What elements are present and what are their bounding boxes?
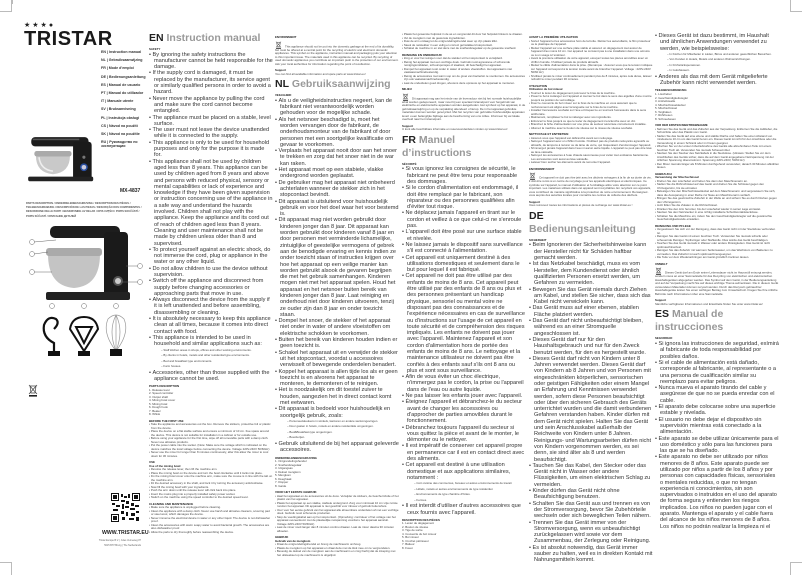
column-nl [275,33,399,557]
instruction-bullet: • Put the power cable into the socket. (Note: Make sure the voltage which is indicated on the device matches the local voltage before connecting the device. Voltage 220V-240V 50/60Hz) [149,444,273,451]
language-item: IT | Manuale utente [101,99,134,104]
instruction-bullet: • Maintenant, remplissez le bol à mélanger avec vos ingrédients. [529,116,653,120]
parts-list-item: 8. Schneebesen [655,116,676,121]
sub-list-item: – Boerderijen. [275,435,399,441]
language-item: FR | Mode d'emploi [101,66,134,71]
instruction-bullet: • Wischen Sie vor der ersten Inbetriebnahme des Geräts alle abnehmbaren Teile mit einem feuchten Tuch ab. Verwenden Sie niemals Scheuermittel. [655,145,779,152]
instruction-bullet: • Insert the mains plug into a properly installed safety power socket. [149,493,273,497]
safety-bullet: • Tauchen Sie das Kabel, den Stecker oder das Gerät nicht in Wasser oder andere Flüssigkeiten, um einen elektrischen Schlag zu vermeiden. [529,463,653,488]
instruction-bullet: • Voor voor het eerste gebruik van het apparaat alle afneembare onderdelen af met een vochtige doek. Gebruik nooit schurende producten. [275,509,399,516]
parts-list-item: 3. Output shaft [149,394,168,399]
instruction-bullet: • Nehmen Sie das Gerät und das Zubehör aus der Verpackung. Entfernen Sie die Aufkleber, die Schutzfolie oder das Plastik vom Gerät. [655,128,779,135]
language-code: FR [402,133,416,146]
stand-mixer-image [28,134,98,182]
safety-bullet: • If the supply cord is damaged, it must be replaced by the manufacturer, its service agent or similarly qualified persons in order to avoid a hazard. [149,70,273,95]
safety-bullet: • Si vous ignorez les consignes de sécurité, le fabricant ne peut être tenu pour responsable des dommages. [402,166,526,185]
attachments-image [40,303,132,363]
instruction-bullet: • N'utilisez jamais le mixer continuellement pendant plus de 8 minutes, après cela durée, laissez refroidir le mixer pendant 30 minutes. [529,75,653,82]
sub-list-item: – Fermes. [402,498,526,504]
instruction-bullet: • Sortez l'appareil et les accessoires hors de la boîte. Retirez les autocollants, le film protecteur ou le plastique de l'appareil. [529,40,653,47]
parts-list-item: 6. Dough hook [149,405,168,410]
safety-bullet: • Dompel het snoer, de stekker of het apparaat niet onder in water of andere vloeistoffen om elektrische schokken te voorkomen. [275,318,399,337]
safety-bullet: • Es ist absolut notwendig, das Gerät immer sauber zu halten, weil es in direkten Kontakt mit Nahrungsmitteln kommt. [529,545,653,564]
support-text: Sämtliche verfügbaren Informationen und Ersatzteile finden Sie unter www.tristar.eu! [655,301,763,306]
environment-paragraph: Dieses Gerät darf am Ende seiner Lebensdauer nicht im Hausmüll entsorgt werden, sondern muss an einer Sammelstelle für das Recycling von elektrischen und elektronischen Haushaltsgeräten abgegeben werden. Das Symbol auf dem Gerät, in der Bedienungsanleitung und auf der Verpackung macht Sie auf dieses wichtige Thema aufmerksam. Die in diesem Gerät verwendeten Materialien können recycelt werden. Durch das Recyceln gebrauchter Haushaltsgeräte leisten Sie einen wichtigen Beitrag zum Umweltschutz. Fragen Sie Ihre örtliche Behörde nach Informationen über eine Sammelstelle. [655,270,779,296]
crop-mark [0,562,12,575]
parts-list-item: 5. Bol mixeur [402,535,419,540]
safety-bullet: • Schalten Sie das Gerät aus und trennen es von der Stromversorgung, bevor Sie Zubehörteile wechseln oder sich beweglichen Teilen nähern. [529,501,653,520]
manual-title: Manuel d’instructions [402,133,472,159]
language-item: PT | Manual do utilizador [101,90,144,95]
column-nl-fr [402,33,526,550]
crop-mark [12,0,13,4]
parts-caption: PARTS DESCRIPTION / ONDERDELENBESCHRIJVING / DESCRIPTION DES PIÈCES / TEILEBESCHREIBUNG / DESCRIPCIÓN DE LAS PIEZAS / DESCRIÇÃO DOS COMPONENTES / DESCRIZIONE DELLE PARTI / BESKRIVNING AV DELAR / OPIS CZĘŚCI / POPIS SOUČÁSTÍ / POPIS SÚČASTÍ / ОПИСАНИЕ ДЕТАЛЕЙ [26,202,142,218]
instruction-bullet: • Fix the mixing bowl cover onto the machine arm, make sure the mouse is in line with the tab on the machine arm. [149,475,273,482]
section-title [275,78,399,91]
parts-list-item: 7. Klopper [275,480,289,485]
safety-bullet: • Koppel het apparaat is allen tijde los als er geen toezicht is en alvorens het apparaat te monteren, te demonteren of te reinigen. [275,369,399,388]
safety-bullet: • Beim Ignorieren der Sicherheitshinweise kann der Hersteller nicht für Schäden haftbar gemacht werden. [529,242,653,261]
safety-bullet: • Kinder dürfen das Gerät nicht ohne Beaufsichtigung benutzen. [529,488,653,501]
safety-bullet: • Ne pas laisser les enfants jouer avec l'appareil. [402,393,526,399]
section-heading: ENVIRONNEMENT [529,166,555,171]
instruction-bullet: • Allow the parts to dry thoroughly before reassembling the device. [149,531,273,535]
instruction-bullet: • Stop de voedingskabel aan op het stopcontact. (Opmerking: controleer of het voltage van het apparaat overeenkomt met de plaatselijke netspanning voordat u het apparaat aansluit. Voltage 220V-240V 50/60Hz) [275,516,399,527]
address-line: Tristar Europe B.V. | Jules Verneweg 87 [98,539,141,542]
instruction-bullet: • Nettoyez l'appareil avec un chiffon humide. N'utilisez pas de produits nettoyants agressifs ou abrasifs, de tampons à récurer ou de laine de verre, qui risqueraient d'endommager l'appareil. [529,140,653,147]
instruction-bullet: • Duw de arm omlaag tot de ontgrendelingshendel weer op zijn plaats klikt. [402,40,526,44]
logo-stars: ★★★● [24,22,56,29]
section-heading: NETTOYAGE ET ENTRETIEN [529,132,569,137]
safety-bullet: • Het is noodzakelijk om dit toestel zuiver te houden, aangezien het in direct contact komt met eetwaren. [275,387,399,406]
instruction-bullet: • Posez le bol à mélanger sur l'appareil et tournez le bol dans le sens des aiguilles d'une montre jusqu'à sa position de verrouillage. [529,95,653,102]
subheading: Utilisation du bol mixeur [529,87,563,92]
manual-title: Instruction manual [166,32,261,44]
language-item: CS | Návod na použití [101,123,138,128]
sub-list-item: – Bed and breakfast type environments. [149,359,273,365]
address-line: 5015 BH Tilburg | The Netherlands [104,543,141,547]
environment-paragraph: This appliance should not be put into the domestic garbage at the end of its durability, but must be offered at a central point for the recycling of electric and electronic domestic appliances. This symbol on the appliance, instruction manual and packaging puts your attention to this important issue. The materials used in this appliance can be recycled. By recycling of used domestic appliances you contribute an important push to the protection of our environment. Ask your local authorities for information regarding the point of recollection. [275,44,399,66]
parts-list-item: 8. Whisk [149,412,161,417]
language-code: ES [655,308,670,321]
section-heading: SEGURIDAD [655,336,673,341]
parts-list-item: 1. Release lever [149,387,170,392]
language-item: ES | Manual de usuario [101,82,141,87]
instruction-bullet: • Schakel de machine in en stel deze met de snelheidsregelaar op de gewenste snelheid. [402,47,526,51]
instruction-bullet: • Laissez bien sécher les éléments avant de remonter l'appareil. [529,161,653,165]
language-item: EN | Instruction manual [101,50,142,54]
section-heading: SAFETY [149,47,161,51]
tristar-logo [24,22,113,50]
column-de-es [655,33,779,530]
qr-code[interactable] [111,493,140,522]
safety-bullet: • Buiten het bereik van kinderen houden indien er geen toezicht is. [275,337,399,350]
manual-title: Gebruiksaanwijzing [291,78,391,91]
subheading: Use of the mixing bowl [149,463,181,468]
instruction-bullet: • Tournez le levier de dégagement puis levez le bras de la machine. [529,92,653,96]
instruction-bullet: • Die Teile vor dem Wiederanbringen am Gerät gründlich trocknen lassen. [655,256,779,260]
safety-bullet: • Éteignez l'appareil et débranchez-le du secteur avant de changer les accessoires ou d'approcher de parties amovibles durant le fonctionnement. [402,399,526,424]
environment-paragraph: Dit apparaat mag aan het einde van de levensduur niet bij het normale huishoudelijke afval worden gedeponeerd, maar moet bij een speciaal inzamelpunt voor hergebruik van elektrische en elektronische apparaten worden aangeboden. Het symbool op het apparaat, in de gebruiksaanwijzing en op de verpakking attendeert u hierop. De in het apparaat gebruikte materialen kunnen worden gerecycled. Met het recyclen van gebruikte huishoudelijke apparaten levert u een belangrijke bijdrage aan de bescherming van ons milieu. Informeer bij uw lokale overheid naar het inzamelpunt. [402,96,526,122]
instruction-bullet: • Haal het apparaat en de accessoires uit de doos. Verwijder de stickers, de beschermfolie of het plastic van het apparaat. [275,495,399,502]
section-heading: Support [402,123,414,128]
subheading: Verwendung der Mischschüssel [655,175,699,180]
section-heading: Support [275,68,287,73]
sub-list-item: – In Frühstückspensionen. [655,63,779,69]
section-heading: GEBRAUCH [655,171,672,176]
instruction-bullet: • Nettoyez les accessoires à l'eau chaude savonneuse pour éviter tout endsance bactérienne. Les accessoires sont aussi au lave-vaisselle. [529,154,653,161]
parts-list-item: 3. Tige de sortie [402,528,423,533]
safety-bullet: • Bewegen Sie das Gerät niemals durch Ziehen am Kabel, und stellen Sie sicher, dass sich das Kabel nicht verwickeln kann. [529,287,653,306]
instruction-bullet: • Revolve the release lever, then lift the machine arm. [149,468,273,472]
language-item: RU | Руководство по эксплуатации [101,140,138,149]
parts-list-item: 4. Mixing bowl cover [149,398,176,403]
safety-bullet: • Il est interdit d'utiliser d'autres accessoires que ceux fournis avec l'appareil. [402,503,526,516]
sub-list-item: – Hôtels, motels et autres environnements de type résidentiel. [402,487,526,493]
subheading: Gebruik van de mengkom [275,538,311,543]
safety-bullet: • L'appareil doit être posé sur une surface stable et nivelée. [402,229,526,242]
safety-bullet: • Il est impératif de conserver cet appareil propre en permanence car il est en contact direct avec des aliments. [402,443,526,462]
support-text: You can find all available information and spare parts at www.tristar.eu! [275,71,366,76]
instruction-bullet: • Plaats de mengkom op het apparaat en draai deze met de klok mee om te vergrendelen. [275,547,399,551]
safety-bullet: • Switch off the appliance and disconnect from supply before changing accessories or approaching parts that move in use. [149,278,273,297]
safety-bullet: • Dit apparaat is bedoeld voor huishoudelijk en soortgelijk gebruik, zoals: [275,406,399,419]
instruction-bullet: • Reinig de accessoires met warm sop om de groei van bacteriën te voorkomen. De accessoires zijn ook vaatwasmachinebestendig. [402,75,526,82]
instruction-bullet: • Laat de onderdelen goed drogen, alvorens deze opnieuw op het apparaat te monteren. [402,82,526,86]
support-text: U kunt alle beschikbare informatie en reserveonderdelen vinden op www.tristar.eu! [402,127,508,132]
safety-bullet: • This appliance is intended to be used in household and similar applications such as: [149,335,273,348]
parts-list-item: 5. Mixing bowl [149,401,168,406]
manual-title: Bedienungsanleitung [529,222,636,235]
language-item: SK | Návod na použitie [101,131,140,136]
safety-bullet: • Afin de vous éviter un choc électrique, n'immergez pas le cordon, la prise ou l'appareil dans de l'eau ou autre liquide. [402,374,526,393]
language-code: NL [275,78,289,91]
crop-mark [790,562,802,575]
section-heading: Support [529,199,541,204]
safety-bullet: • Always disconnect the device from the supply if it is left unattended and before assembling, disassembling or cleaning. [149,297,273,316]
instruction-bullet: • Allumez la machine avec le bouton de vitesse sur le niveau de vitesse souhaité. [529,127,653,131]
instruction-bullet: • Dompel het apparaat nooit onder in water of andere vloeistoffen. Het apparaat is niet vaatwasmachinebestendig. [402,68,526,75]
instruction-bullet: • Enfoncez le bras jusqu'à ce que le levier de dégagement s'enclenche avec un clic. [529,120,653,124]
instruction-bullet: • Vul de mengkom met de gewenste ingrediënten. [402,37,526,41]
section-heading: MILIEU [402,87,412,92]
instruction-bullet: • Stellen Sie das Gerät auf eine ebene und stabile Fläche und halten Sie einen Abstand von mindestens 10 cm um das Gerät herum ein. Dieses Gerät ist nicht für den Anschluss oder die Verwendung in einem Schrank oder im Freien geeignet. [655,135,779,146]
column-fr-de [529,33,653,564]
environment-text [402,93,526,122]
section-heading: SICHERHEIT [529,237,547,242]
company-address [95,539,141,548]
section-title [402,134,526,160]
sub-list-item: – Door gasten in hotels, motels en andere residentiële omgevingen. [275,424,399,430]
section-heading: ONDERDELENBESCHRIJVING [275,455,317,460]
sub-list-item: – Coin cuisine des commerces, bureaux et autres environnements de travail. [402,481,526,487]
sub-list-item: – In Gutshäusern. [655,68,779,74]
safety-bullet: • It is absolutely necessary to keep this appliance clean at all times, because it comes into direct contact with food. [149,316,273,335]
safety-bullet: • Cet appareil ne doit pas être utilisé par des enfants de moins de 8 ans. Cet appareil peut être utilisé par des enfants de 8 ans ou plus et des personnes présentant un handicap physique, sensoriel ou mental voire ne disposant pas des connaissances et de l'expérience nécessaires en cas de surveillance ou d'instructions sur l'usage de cet appareil en toute sécurité et de compréhension des risques impliqués. Les enfants ne doivent pas jouer avec l'appareil. Maintenez l'appareil et son cordon d'alimentation hors de portée des enfants de moins de 8 ans. Le nettoyage et la maintenance utilisateur ne doivent pas être confiés à des enfants sauf s'ils ont 8 ans ou plus et sont sous surveillance. [402,273,526,374]
safety-bullet: • Si ignora las instrucciones de seguridad, exímirá al fabricante de toda responsabilidad por posibles daños. [655,341,779,360]
section-heading: AVANT LA PREMIÈRE UTILISATION [529,35,578,39]
safety-bullet: • Dit apparaat is uitsluitend voor huishoudelijk gebruik en voor het doel waar het voor bestemd is. [275,199,399,218]
instruction-bullet: • Laat de mixer nooit langer dan 8 minuten continu draaien. Laat de mixer daarna 30 minuten afkoelen. [275,526,399,533]
parts-list-item: 5. Mischschüssel [655,106,678,111]
sub-list-item: – Von Kunden in Hotels, Motels und anderen Wohneinrichtungen. [655,57,779,63]
language-item: NL | Gebruiksaanwijzing [101,58,143,63]
safety-bullet: • This appliance is only to be used for household purposes and only for the purpose it is made for. [149,140,273,159]
parts-list-item: 5. Mengkom [275,473,291,478]
environment-text [275,41,399,67]
language-code: EN [149,32,164,44]
instruction-bullet: • Fixez le couvercle du bol mixeur sur le bras de la machine en vous assurant que le renfoncement est aligné avec la languette sur le bras de la machine. [529,102,653,109]
safety-bullet: • Ne déplacez jamais l'appareil en tirant sur le cordon et veillez à ce que celui-ci ne s'enroule pas. [402,210,526,229]
instruction-bullet: • Installez l'accessoire souhaité sur l'axe et bloquez-le en tournant l'accessoire dans le sens antihoraire. [529,109,653,116]
instruction-bullet: • Avant la première utilisation de votre appareil, essuyez toutes les pièces amovibles avec un chiffon humide. N'utilisez jamais de produits abrasifs. [529,57,653,64]
safety-bullet: • Never move the appliance by pulling the cord and make sure the cord cannot become entangled. [149,96,273,115]
weee-bin-icon [28,384,38,397]
parts-list-item: 7. Beater [149,408,161,413]
parts-list-item: 2. Speed controller [149,391,174,396]
safety-bullet: • Als het netsnoer beschadigd is, moet het worden vervangen door de fabrikant, de onderhoudsmonteur van de fabrikant of door personen met een soortgelijke kwalificatie om gevaar te voorkomen. [275,117,399,148]
section-heading: Support [655,298,667,303]
safety-bullet: • El aparato debe colocarse sobre una superficie estable y nivelada. [655,404,779,417]
instruction-bullet: • Bringen Sie das gewünschte Zubehör in der Welle an und sichern Sie es durch Drehen gegen den Uhrzeigersinn. [655,197,779,204]
instruction-bullet: • Den Mixer niemals länger als 8 Minuten durchgehend verwenden; danach 30 Minuten abkühlen lassen. [655,163,779,170]
whisk-icon [106,315,126,351]
safety-bullet: • The user must not leave the device unattended while it is connected to the supply. [149,127,273,140]
instruction-bullet: • Steek de netstekker in een veilig en correct geïnstalleerd stopcontact. [402,44,526,48]
instruction-bullet: • Now fill the mixing bowl with your ingredients. [149,486,273,490]
instruction-bullet: • Branchez la fiche d'alimentation sur une prise de secteur sécurisée correctement installée. [529,123,653,127]
parts-diagram-mixer [26,224,144,302]
safety-bullet: • By ignoring the safety instructions the manufacturer cannot be held responsible for the damage. [149,52,273,71]
parts-list-item: 4. Couvercle du bol mixeur [402,531,437,536]
instruction-bullet: • Place the mixing bowl on the device and turn the bowl clockwise until it locks into place. [149,472,273,476]
safety-bullet: • Si le cordon d'alimentation est endommagé, il doit être remplacé par le fabricant, son réparateur ou des personnes qualifiées afin d'éviter tout risque. [402,185,526,210]
instruction-bullet: • Never use the mixer for longer than 8 minutes continuously, after this allow the mixer to cool down for 30 minutes. [149,451,273,458]
section-heading: REINIGING EN ONDERHOUD [402,52,442,57]
instruction-bullet: • Bevestig de deksel van de mengkom aan de machinearm en zorg hierbij dat de inkeping met het uitsteeksel op de machinearm is uitgelijnd. [275,550,399,557]
safety-bullet: • Este aparato no debe ser utilizado por niños menores de 8 años. Este aparato puede ser utilizado por niños a partir de los 8 años y por personas con capacidades físicas, sensoriales o mentales reducidas, o que no tengan experiencia ni conocimientos, sin son supervisados o instruidos en el uso del aparato de forma segura y entienden los riesgos implicados. Los niños no pueden jugar con el aparato. Mantenga el aparato y el cable fuera del alcance de los niños menores de 8 años. Los niños no podrán realizar la limpieza ni el [655,454,779,530]
sub-list-item: – Staff kitchen areas in shops, offices and other working environments. [149,348,273,354]
safety-bullet: • Nunca mueva el aparato tirando del cable y asegúrese de que no se pueda enredar con el cable. [655,385,779,404]
safety-bullet: • Verplaats het apparaat nooit door aan het snoer te trekken en zorg dat het snoer niet in de war kan raken. [275,148,399,167]
column-en [149,30,273,534]
website-link[interactable]: WWW.TRISTAR.EU [102,530,149,536]
parts-list-item: 7. Rührbesen [655,113,673,118]
instruction-bullet: • Switch on the machine using the speed controller to the desired speed level. [149,496,273,500]
language-code: DE [529,209,544,222]
safety-bullet: • De gebruiker mag het apparaat niet onbeheerd achterlaten wanneer de stekker zich in het stopcontact bevindt. [275,180,399,199]
instruction-bullet: • Drücken Sie den Arm herunter, bis der Lösehebel wieder in seiner Lage einrastet. [655,208,779,212]
section-heading: UMWELT [655,261,668,266]
section-heading: SÉCURITÉ [402,161,417,166]
safety-bullet: • Dieses Gerät ist dazu bestimmt, im Haushalt und ähnlichen Anwendungen verwendet zu werden, wie beispielsweise: [655,33,779,52]
safety-bullet: • The appliance must be placed on a stable, level surface. [149,115,273,128]
sub-list-item: – Bed&Breakfast-type omgevingen. [275,430,399,436]
instruction-bullet: • Reinig het apparaat met een vochtige doek. Gebruik nooit agressieve of schurende reinigingsmiddelen, schuursponsjes of staalwol, dit beschadigt het apparaat. [402,61,526,68]
safety-bullet: • Accessories, other than those supplied with the appliance cannot be used. [149,370,273,383]
section-heading: VEILIGHEID [275,93,292,98]
parts-list-item: 7. Batteur [402,542,415,547]
parts-list-item: 2. Snelheidsregelaar [275,462,302,467]
section-heading: REINIGUNG UND PFLEGE [655,223,691,228]
safety-bullet: • Cet appareil est uniquement destiné à des utilisations domestiques et seulement dans le but pour lequel il est fabriqué. [402,255,526,274]
safety-bullet: • Gebruik uitsluitend de bij het apparaat geleverde accessoires. [275,441,399,454]
safety-bullet: • El usuario no debe dejar el dispositivo sin supervisión mientras está conectado a la alimentación. [655,417,779,436]
parts-list-item: 8. Fouet [402,545,413,550]
section-heading: GEBRUIK [275,535,289,540]
language-list [101,50,146,148]
instruction-bullet: • Draai de ontgrendelingshendel en breng de machinearm omhoog. [275,543,399,547]
sub-list-item: – Farm houses. [149,364,273,370]
parts-list-item: 4. Deksel mengkom [275,469,301,474]
instruction-bullet: • Mettez l'appareil sur une surface plate stable et assurez un dégagement tout autour de l'appareil d'au moins 10 cm. Cet appareil ne convient pas à une installation dans une armoire ou à un usage à l'extérieur. [529,47,653,58]
support-text: Vous retrouvez toutes les informations et pièces de rechange sur www.tristar.eu ! [529,203,633,208]
safety-bullet: • Do not allow children to use the device without supervision. [149,266,273,279]
instruction-bullet: • Stecken Sie den Netzstecker in eine richtig installierte Schutzkontaktsteckdose. [655,211,779,215]
safety-bullet: • Dieses Gerät darf nur für den Haushaltsgebrauch und nur für den Zweck benutzt werden, für den es hergestellt wurde. [529,337,653,356]
parts-list-item: 3. Uitgangsas [275,466,293,471]
safety-bullet: • This appliance shall not be used by children aged less than 8 years. This appliance can be used by children aged from 8 years and above and persons with reduced physical, sensory or mental capabilities or lack of experience and knowledge if they have been given supervision or instruction concerning use of the appliance in a safe way and understand the hazards involved. Children shall not play with the appliance. Keep the appliance and its cord out of reach of children aged less than 8 years. Cleaning and user maintenance shall not be made by children unless older than 8 and supervised. [149,159,273,247]
safety-bullet: • Het apparaat moet op een stabiele, vlakke ondergrond worden geplaatst. [275,167,399,180]
section-heading: PARTS DESCRIPTION [149,384,180,389]
instruction-bullet: • Plaats het gewenste hulpstuk in de as en vergrendel dit door het hulpstuk linksom te draaien. [402,33,526,37]
instruction-bullet: • Assurez-vous que l'appareil est débranché avant son nettoyage. [529,137,653,141]
instruction-bullet: • Vergewissern Sie sich vor der Reinigung, dass das Gerät nicht mit der Steckdose verbunden ist. [655,228,779,235]
parts-list-item: 3. Antriebswelle [655,99,676,104]
manual-title: Manual de instrucciones [655,308,724,334]
section-heading: DESCRIPTION DES PIÈCES [402,517,440,522]
crop-mark [0,0,12,12]
environment-text [529,172,653,198]
section-heading: BEFORE THE FIRST USE [149,418,184,423]
safety-bullet: • Schakel het apparaat uit en verwijder de stekker uit het stopcontact, voordat u accessoires verwisselt of bewegende onderdelen benadert. [275,350,399,369]
safety-bullet: • Dit apparaat mag niet worden gebruikt door kinderen jonger dan 8 jaar. Dit apparaat kan worden gebruikt door kinderen vanaf 8 jaar en door personen met verminderde lichamelijke, zintuiglijke of geestelijke vermogens of gebrek aan de benodigde ervaring en kennis indien ze onder toezicht staan of instructies krijgen over hoe het apparaat op een veilige manier kan worden gebruikt alsook de gevaren begrijpen die met het gebruik samenhangen. Kinderen mogen niet met het apparaat spelen. Houd het apparaat en het netsnoer buiten bereik van kinderen jonger dan 8 jaar. Laat reiniging en onderhoud niet door kinderen uitvoeren, tenzij ze ouder zijn dan 8 jaar en onder toezicht staan. [275,217,399,318]
instruction-bullet: • Tauchen Sie das Gerät niemals in Wasser oder andere Flüssigkeiten. Das Gerät ist nicht spülmaschinenfest. [655,242,779,249]
instruction-bullet: • Push the arm down until the release lever will click back into place. [149,489,273,493]
section-heading: CLEANING AND MAINTENANCE [149,501,194,506]
instruction-bullet: • Reinigen Sie das Zubehör mit warmem Seifenwasser, um das Wachstum von Bakterien zu vermeiden. Das Zubehör ist auch spülmaschinengeeignet. [655,249,779,256]
section-heading: USE [149,460,155,465]
safety-bullet: • Este aparato se debe utilizar únicamente para el uso doméstico y sólo para las funciones para las que se ha diseñado. [655,436,779,455]
instruction-bullet: • Never immerse the electrical device in water or any other liquid. The device is not dishwasher proof. [149,517,273,524]
parts-list-item: 2. Geschwindigkeitsregler [655,95,689,100]
parts-list-item: 6. Crochet pétrisseur [402,538,429,543]
instruction-bullet: • Jetzt füllen Sie die Zutaten in die Rührschüssel. [655,204,779,208]
instruction-bullet: • Stecken Sie den Stecker des Netzkabels in die Steckdose. (Hinweis: Stellen Sie vor dem Anschließen des Geräts sicher, dass die auf dem Gerät angegebene Netzspannung mit der örtlichen Spannung übereinstimmt. Spannung 220V-240V, 50/60 Hz) [655,152,779,163]
safety-bullet: • Ne laissez jamais le dispositif sans surveillance s'il est connecté à l'alimentation. [402,242,526,255]
safety-bullet: • Dieses Gerät darf nicht von Kindern unter 8 Jahren verwendet werden. Dieses Gerät darf von Kindern ab 8 Jahren und von Personen mit eingeschränkten körperlichen, sensorischen oder geistigen Fähigkeiten oder einem Mangel an Erfahrung und Kenntnissen verwendet werden, sofern diese Personen beaufsichtigt oder über den sicheren Gebrauch des Geräts unterrichtet wurden und die damit verbundenen Gefahren verstanden haben. Kinder dürfen mit dem Gerät nicht spielen. Halten Sie das Gerät und sein Anschlusskabel außerhalb der Reichweite von Kindern unter 8 Jahren. Reinigungs- und Wartungsarbeiten dürfen nicht von Kindern vorgenommen werden, es sei denn, sie sind älter als 8 und werden beaufsichtigt. [529,356,653,463]
sub-list-item: – By clients in hotels, motels and other residential type environments. [149,353,273,359]
safety-bullet: • To protect yourself against an electric shock, do not immerse the cord, plug or appliance in the water or any other liquid. [149,247,273,266]
sub-list-item: – In Küchen für Mitarbeiter in Läden, Büros und anderen gewerblichen Bereichen. [655,52,779,58]
logo-wordmark: TRISTAR [24,28,113,50]
crop-mark [790,0,802,12]
section-title [529,210,653,236]
safety-bullet: • Débranchez toujours l'appareil du secteur si vous quittez la pièce et avant de le monter, le démonter ou le nettoyer. [402,425,526,444]
sub-list-item: – Personeelskeukens in winkels, kantoren en andere werkomgevingen. [275,419,399,425]
parts-list-item: 4. Mischschüsseldeckel [655,102,686,107]
environment-paragraph: Cet appareil ne doit pas être jeté avec les déchets ménagers à la fin de sa durée de vie, il doit être remis à un centre de recyclage pour les appareils électriques et électroniques. Ce symbole sur l'appareil, le manuel d'utilisation et l'emballage attire votre attention sur ce point important. Les matériaux utilisés dans cet appareil sont recyclables. En recyclant vos appareils, vous contribuez de manière significative à la protection de notre environnement. Renseignez-vous auprès des autorités locales pour connaître les centres de collecte des déchets. [529,175,652,198]
instruction-bullet: • Take the appliance and accessories out the box. Remove the stickers, protective foil or plastic from the device. [149,423,273,430]
section-heading: ENVIRONMENT [275,35,297,39]
safety-bullet: • Trennen Sie das Gerät immer von der Stromversorgung, wenn es unbeaufsichtigt zurückgelassen wird sowie vor dem Zusammenbau, der Zerlegung oder Reinigung. [529,520,653,545]
instruction-bullet: • Stellen Sie die Rührschüssel auf das Gerät und drehen Sie die Schüssel gegen den Uhrzeigersinn, bis sie einrastet. [655,183,779,190]
parts-list-item: 6. Deeghaak [275,476,292,481]
instruction-bullet: • Fit the desired accessory in the shaft, and lock it by turning the accessory anticlockwise. [149,482,273,486]
parts-list-item: 8. Garde [275,483,287,488]
safety-bullet: • Cet appareil est destiné à une utilisation domestique et aux applications similaires, notamment : [402,462,526,481]
safety-bullet: • Ist das Netzkabel beschädigt, muss es vom Hersteller, dem Kundendienst oder ähnlich qualifizierten Personen ersetzt werden, um Gefahren zu vermeiden. [529,261,653,286]
section-heading: TEILEBESCHREIBUNG [655,88,687,93]
dough-hook-icon [44,318,58,353]
instruction-bullet: • Drehen Sie den Löschebel und heben Sie dann den Maschinenarm an. [655,180,779,184]
safety-bullet: • Als u de veiligheidsinstructies negeert, kan de fabrikant niet verantwoordelijk worden gehouden voor de mogelijke schade. [275,98,399,117]
instruction-bullet: • Schalten Sie die Maschine ein, indem Sie den Geschwindigkeitsregler auf die gewünschte Geschwindigkeitsstufe einstellen. [655,215,779,222]
instruction-bullet: • Clean the appliance with a damp cloth. Never use harsh and abrasive cleaners, scouring pad or steel wool, which damages the device. [149,510,273,517]
instruction-bullet: • Clean the accessories with warm soapy water to avoid bacterial growth. The accessories are also dishwasher proof. [149,524,273,531]
section-title [655,308,779,334]
instruction-bullet: • Plaats het apparaat op een vlakke, stabiele ondergrond. Zorg voor minimaal 10 cm vrije ruimte rondom het apparaat. Dit apparaat is niet geschikt voor inbouw of gebruik buitenshuis. [275,502,399,509]
environment-text [655,267,779,296]
parts-list-item: 1. Löschebel [655,92,672,97]
safety-bullet: • Das Gerät muss auf einer ebenen, stabilen Fläche platziert werden. [529,305,653,318]
language-item: SV | Bruksanvisning [101,107,136,112]
section-heading: UTILISATION [529,83,547,88]
safety-bullet: • Das Gerät darf nicht unbeaufsichtigt bleiben, während es an einer Stromquelle angeschlossen ist. [529,318,653,337]
instruction-bullet: • Make sure the appliance is unplugged before cleaning. [149,506,273,510]
section-heading: VOR DER ERSTEN INBETRIEBNAHME [655,123,708,128]
language-item: PL | Instrukcja obsługi [101,115,140,120]
model-number: MX-4837 [120,188,141,194]
parts-list-item: 6. Teighaken [655,109,672,114]
safety-bullet: • Anderes als das mit dem Gerät mitgelieferte Zubehör kann nicht verwendet werden. [655,74,779,87]
instruction-bullet: • Before using your appliance for the first time, wipe off all removable parts with a damp cloth. Never use abrasive products. [149,437,273,444]
safety-bullet: • Si el cable de alimentación está dañado, corresponde al fabricante, al representante o a una persona de cualificación similar su reemplazo para evitar peligros. [655,360,779,385]
language-item: DE | Bedienungsanleitung [101,74,146,79]
parts-list-item: 2. Bouton de vitesse [402,524,429,529]
beater-icon [70,317,98,351]
instruction-bullet: • N'immergez jamais l'appareil dans l'eau ni aucun autre liquide. L'appareil ne peut pas être lavé au lave-vaisselle. [529,147,653,154]
sub-list-item: – Environnements de type chambre d'hôtes. [402,492,526,498]
instruction-bullet: • Zorg er voor het reinigen voor dat de stekker uit het stopcontact is verwijderd. [402,57,526,61]
parts-list-item: 1. Levier de dégagement [402,521,434,526]
instruction-bullet: • Befestigen Sie den Mischschüsseldeckel auf dem Maschinenarm und vergewissern Sie sich, dass die Aussparung in einer Reihe zur Nase am Maschinenarm verläuft. [655,190,779,197]
instruction-bullet: • Mettez le câble d'alimentation dans la prise. (Remarque : Assurez-vous que la tension indiquée sur l'appareil correspond à la tension locale avant de brancher l'appareil. Voltage : 220V-240V 50/60 Hz) [529,64,653,75]
instruction-bullet: • Place the device on a flat stable surface and ensure a minimum of 10 cm. free space around the device. This device is not suitable for installation in a cabinet or for outside use. [149,430,273,437]
section-heading: VOOR HET EERSTE GEBRUIK [275,490,317,495]
instruction-bullet: • Reinigen Sie das Gerät mit einem feuchten Tuch. Verwenden Sie niemals scharfe oder scheuernde Reiniger, Topfreiniger oder Stahlwolle. Dies würde das Gerät beschädigen. [655,235,779,242]
section-title [149,32,273,45]
parts-list-item: 1. Ontgrendelingshendel [275,459,307,464]
